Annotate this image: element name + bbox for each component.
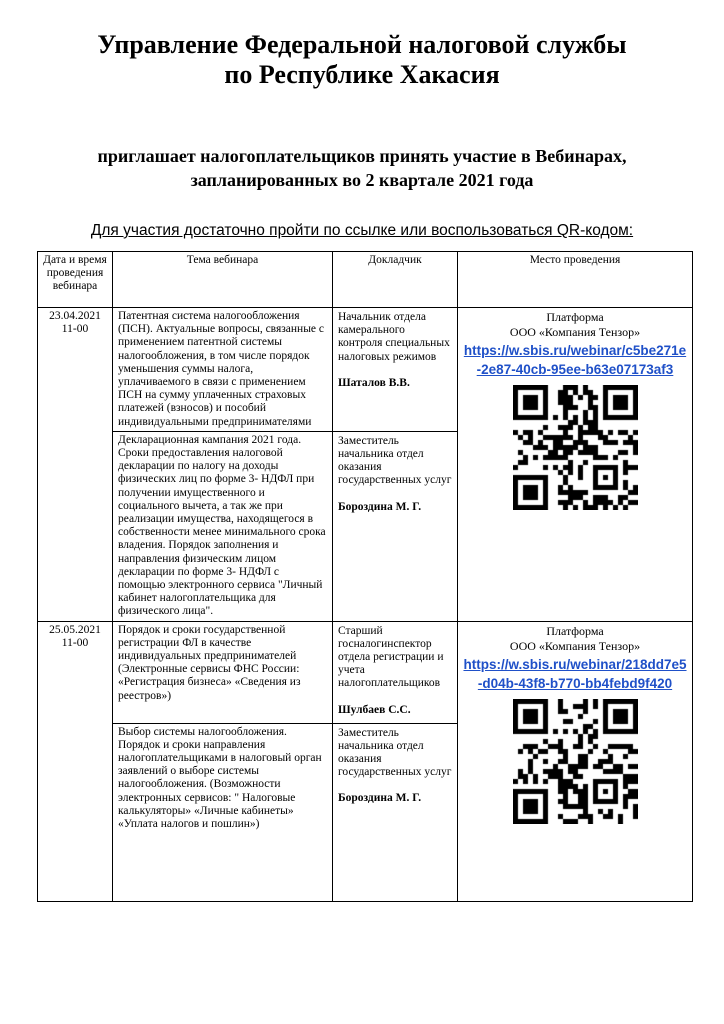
speaker-role: Заместитель начальника отдел оказания государственных услуг [338, 726, 452, 779]
speaker-name: Шаталов В.В. [338, 376, 410, 389]
speaker-cell-borozdina-1 [333, 431, 458, 621]
participation-instruction: Для участия достаточно пройти по ссылке или воспользоваться QR-кодом: [90, 222, 634, 239]
speaker-role: Старший госналогинспектор отдела регистрации и учета налогоплательщиков [338, 624, 444, 690]
platform-label: Платформа [546, 623, 604, 638]
speaker-cell-shulbaev [333, 621, 458, 723]
topic-cell-psn: Патентная система налогообложения (ПСН). Актуальные вопросы, связанные с применением патентной системы налогообложения, в том числе порядок уменьшения суммы налога, уплачиваемого в связи с применением ПСН на сумму уплаченных страховых платежей (взносов) и пособий индивидуальными предпринимателями [113, 308, 333, 432]
page-title-line-1: Управление Федеральной налоговой службы [97, 30, 627, 59]
table-row [38, 308, 693, 432]
speaker-cell-borozdina-2 [333, 723, 458, 901]
location-cell-webinar-2 [458, 621, 693, 901]
speaker-name: Бороздина М. Г. [338, 500, 422, 513]
speaker-name: Бороздина М. Г. [338, 792, 422, 805]
webinar-2-time: 11-00 [61, 636, 89, 649]
webinar-1-date: 23.04.2021 [49, 310, 101, 322]
webinar-2-link[interactable]: https://w.sbis.ru/webinar/218dd7e5-d04b-43f8-b770-bb4febd9f420 [463, 656, 687, 691]
webinar-1-link[interactable]: https://w.sbis.ru/webinar/c5be271e-2e87-40cb-95ee-b63e07173af3 [463, 343, 687, 377]
table-header-row [38, 252, 693, 308]
page-title [0, 0, 724, 90]
company-label: ООО «Компания Тензор» [509, 638, 641, 653]
table-row [38, 621, 693, 723]
page-subtitle-line-1: приглашает налогоплательщиков принять участие в Вебинарах, [97, 146, 627, 166]
topic-cell-tax-system-choice: Выбор системы налогообложения. Порядок и сроки направления налогоплательщиками в налоговый орган заявлений о выборе системы налогообложения. (Возможности электронных сервисов: " Налоговые калькуляторы» «Личные кабинеты» «Уплата налогов и пошлин») [113, 723, 333, 901]
webinar-1-time: 11-00 [61, 323, 89, 336]
page-subtitle [0, 144, 724, 192]
date-cell-webinar-1 [38, 308, 113, 622]
speaker-role: Заместитель начальника отдел оказания государственных услуг [338, 434, 452, 487]
webinar-2-date: 25.05.2021 [49, 623, 101, 636]
topic-cell-registration: Порядок и сроки государственной регистрации ФЛ в качестве индивидуальных предпринимателей (Электронные сервисы ФНС России: «Регистрация бизнеса» «Сведения из реестров») [113, 621, 333, 723]
topic-cell-declaration: Декларационная кампания 2021 года. Сроки предоставления налоговой декларации по налогу на доходы физических лиц по форме 3- НДФЛ при получении имущественного и социального вычета, а так же при реализации имущества, находящегося в собственности менее минимального срока владения. Порядок заполнения и направления физическим лицом декларации по форме 3- НДФЛ с помощью электронного сервиса "Личный кабинет налогоплательщика для физического лица". [113, 431, 333, 621]
qr-code-webinar-1-icon [513, 385, 638, 510]
date-cell-webinar-2 [38, 621, 113, 901]
platform-label: Платформа [546, 310, 604, 324]
page-title-line-2: по Республике Хакасия [224, 60, 500, 89]
col-header-date: Дата и время проведения вебинара [38, 252, 113, 308]
location-cell-webinar-1 [458, 308, 693, 622]
speaker-name: Шулбаев С.С. [338, 703, 411, 716]
webinar-schedule-table [37, 251, 693, 902]
company-label: ООО «Компания Тензор» [509, 325, 641, 339]
col-header-topic: Тема вебинара [113, 252, 333, 308]
qr-code-webinar-2-icon [513, 699, 638, 824]
speaker-cell-shatalov [333, 308, 458, 432]
col-header-location: Место проведения [458, 252, 693, 308]
col-header-speaker: Докладчик [333, 252, 458, 308]
page-subtitle-line-2: запланированных во 2 квартале 2021 года [190, 170, 534, 190]
speaker-role: Начальник отдела камерального контроля специальных налоговых режимов [338, 311, 450, 363]
